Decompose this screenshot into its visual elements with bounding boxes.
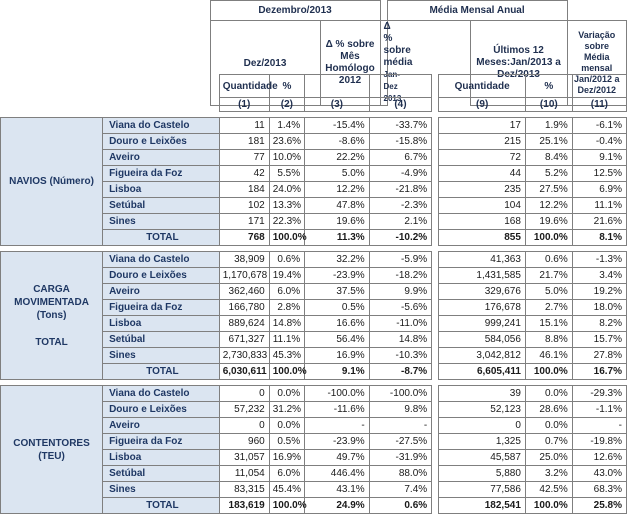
total-q9: 6,605,411 xyxy=(439,364,525,380)
port-name: Setúbal xyxy=(103,466,220,482)
cell-quantity: 102 xyxy=(219,198,269,214)
cell-delta-media: 14.8% xyxy=(369,332,431,348)
gap-cell xyxy=(432,386,439,402)
cell-quantity: 671,327 xyxy=(219,332,269,348)
cell-percent-annual: 28.6% xyxy=(525,402,572,418)
cell-delta-homologo: 446.4% xyxy=(305,466,370,482)
cell-quantity-annual: 329,676 xyxy=(439,284,525,300)
cell-percent-annual: 2.7% xyxy=(525,300,572,316)
cell-quantity-annual: 52,123 xyxy=(439,402,525,418)
cell-variacao: -1.1% xyxy=(572,402,626,418)
cell-variacao: -1.3% xyxy=(572,252,626,268)
cell-quantity-annual: 5,880 xyxy=(439,466,525,482)
port-name: Viana do Castelo xyxy=(103,118,220,134)
cell-quantity: 166,780 xyxy=(219,300,269,316)
header-ultimos: Últimos 12 Meses:Jan/2013 a Dez/2013 xyxy=(470,21,567,106)
header-gap xyxy=(380,1,387,21)
cell-percent-annual: 5.0% xyxy=(525,284,572,300)
cell-delta-homologo: -23.9% xyxy=(305,268,370,284)
cell-percent: 10.0% xyxy=(269,150,304,166)
port-name: Lisboa xyxy=(103,450,220,466)
cell-delta-homologo: -15.4% xyxy=(305,118,370,134)
total-v11: 25.8% xyxy=(572,498,626,514)
header-col11-blank xyxy=(572,75,626,98)
cell-quantity-annual: 584,056 xyxy=(439,332,525,348)
total-v11: 8.1% xyxy=(572,230,626,246)
cell-quantity-annual: 3,042,812 xyxy=(439,348,525,364)
cell-percent-annual: 8.4% xyxy=(525,150,572,166)
cell-percent-annual: 15.1% xyxy=(525,316,572,332)
cell-percent: 13.3% xyxy=(269,198,304,214)
header-col-2: (2) xyxy=(269,98,304,112)
total-d3: 11.3% xyxy=(305,230,370,246)
gap-cell xyxy=(432,466,439,482)
gap-cell xyxy=(432,198,439,214)
total-p: 100.0% xyxy=(269,230,304,246)
cell-percent: 1.4% xyxy=(269,118,304,134)
cell-variacao: 15.7% xyxy=(572,332,626,348)
cell-quantity: 889,624 xyxy=(219,316,269,332)
header-col3-blank xyxy=(305,75,370,98)
cell-quantity-annual: 999,241 xyxy=(439,316,525,332)
cell-delta-homologo: 16.9% xyxy=(305,348,370,364)
cell-percent-annual: 5.2% xyxy=(525,166,572,182)
cell-quantity: 362,460 xyxy=(219,284,269,300)
cell-variacao: - xyxy=(572,418,626,434)
cell-quantity: 171 xyxy=(219,214,269,230)
section-label-text: CARGA MOVIMENTADA (Tons) xyxy=(14,283,89,321)
cell-quantity-annual: 215 xyxy=(439,134,525,150)
cell-delta-homologo: 5.0% xyxy=(305,166,370,182)
cell-percent-annual: 0.0% xyxy=(525,386,572,402)
cell-quantity: 960 xyxy=(219,434,269,450)
port-name: Sines xyxy=(103,348,220,364)
cell-variacao: 21.6% xyxy=(572,214,626,230)
section-label-total: TOTAL xyxy=(35,336,68,348)
cell-quantity: 0 xyxy=(219,418,269,434)
total-d3: 9.1% xyxy=(305,364,370,380)
cell-delta-media: - xyxy=(369,418,431,434)
gap-cell xyxy=(432,450,439,466)
cell-delta-homologo: 22.2% xyxy=(305,150,370,166)
cell-quantity-annual: 1,431,585 xyxy=(439,268,525,284)
section-label xyxy=(1,252,103,380)
cell-delta-media: 9.9% xyxy=(369,284,431,300)
data-table xyxy=(0,74,627,514)
cell-delta-homologo: 56.4% xyxy=(305,332,370,348)
cell-variacao: -19.8% xyxy=(572,434,626,450)
cell-variacao: 18.0% xyxy=(572,300,626,316)
cell-quantity-annual: 235 xyxy=(439,182,525,198)
cell-percent: 23.6% xyxy=(269,134,304,150)
gap-cell xyxy=(432,402,439,418)
cell-percent: 11.1% xyxy=(269,332,304,348)
table-row xyxy=(1,252,627,268)
cell-quantity-annual: 0 xyxy=(439,418,525,434)
gap-cell xyxy=(432,230,439,246)
cell-percent-annual: 21.7% xyxy=(525,268,572,284)
cell-percent: 5.5% xyxy=(269,166,304,182)
cell-delta-homologo: - xyxy=(305,418,370,434)
cell-delta-media: 2.1% xyxy=(369,214,431,230)
cell-delta-media: -5.6% xyxy=(369,300,431,316)
cell-variacao: 27.8% xyxy=(572,348,626,364)
cell-percent: 45.4% xyxy=(269,482,304,498)
cell-variacao: 11.1% xyxy=(572,198,626,214)
port-name: Aveiro xyxy=(103,284,220,300)
header-quantidade-9: Quantidade xyxy=(439,75,525,98)
port-name: Setúbal xyxy=(103,332,220,348)
cell-variacao: 12.5% xyxy=(572,166,626,182)
cell-variacao: 6.9% xyxy=(572,182,626,198)
cell-delta-media: 6.7% xyxy=(369,150,431,166)
cell-quantity: 42 xyxy=(219,166,269,182)
cell-variacao: 3.4% xyxy=(572,268,626,284)
header-quantidade: Quantidade xyxy=(219,75,269,98)
cell-delta-homologo: -23.9% xyxy=(305,434,370,450)
total-label: TOTAL xyxy=(103,230,220,246)
cell-variacao: -0.4% xyxy=(572,134,626,150)
cell-variacao: 9.1% xyxy=(572,150,626,166)
gap-cell xyxy=(432,284,439,300)
cell-percent: 0.6% xyxy=(269,252,304,268)
section-label-text: NAVIOS (Número) xyxy=(9,176,94,187)
total-d4: -10.2% xyxy=(369,230,431,246)
cell-delta-homologo: 32.2% xyxy=(305,252,370,268)
cell-quantity-annual: 1,325 xyxy=(439,434,525,450)
total-d3: 24.9% xyxy=(305,498,370,514)
cell-percent: 24.0% xyxy=(269,182,304,198)
header-delta-media-sub: Jan-Dez 2013 xyxy=(383,70,402,103)
header-col4-blank xyxy=(369,75,431,98)
cell-percent: 31.2% xyxy=(269,402,304,418)
cell-delta-media: -5.9% xyxy=(369,252,431,268)
cell-percent: 0.5% xyxy=(269,434,304,450)
header-delta-media-label: Δ % sobre média xyxy=(383,21,413,68)
header-pct-10: % xyxy=(525,75,572,98)
total-p: 100.0% xyxy=(269,364,304,380)
cell-delta-media: -33.7% xyxy=(369,118,431,134)
table-row xyxy=(1,386,627,402)
cell-percent: 6.0% xyxy=(269,466,304,482)
header-blank-3 xyxy=(1,75,220,98)
gap-cell xyxy=(432,348,439,364)
total-q: 6,030,611 xyxy=(219,364,269,380)
cell-delta-homologo: 19.6% xyxy=(305,214,370,230)
header-media: Média Mensal Anual xyxy=(387,1,567,21)
cell-delta-media: 9.8% xyxy=(369,402,431,418)
cell-percent: 2.8% xyxy=(269,300,304,316)
port-name: Setúbal xyxy=(103,198,220,214)
total-p10: 100.0% xyxy=(525,364,572,380)
total-p: 100.0% xyxy=(269,498,304,514)
cell-quantity: 181 xyxy=(219,134,269,150)
total-d4: -8.7% xyxy=(369,364,431,380)
cell-quantity-annual: 17 xyxy=(439,118,525,134)
cell-percent-annual: 19.6% xyxy=(525,214,572,230)
cell-percent-annual: 27.5% xyxy=(525,182,572,198)
cell-delta-media: -31.9% xyxy=(369,450,431,466)
cell-delta-media: -15.8% xyxy=(369,134,431,150)
cell-percent-annual: 46.1% xyxy=(525,348,572,364)
section-label-text: CONTENTORES (TEU) xyxy=(13,437,90,462)
cell-delta-media: -27.5% xyxy=(369,434,431,450)
port-name: Douro e Leixões xyxy=(103,134,220,150)
cell-variacao: 19.2% xyxy=(572,284,626,300)
cell-variacao: 68.3% xyxy=(572,482,626,498)
cell-variacao: 8.2% xyxy=(572,316,626,332)
gap-cell xyxy=(432,214,439,230)
cell-percent: 6.0% xyxy=(269,284,304,300)
cell-delta-media: 7.4% xyxy=(369,482,431,498)
header-dezembro: Dezembro/2013 xyxy=(210,1,380,21)
cell-percent: 0.0% xyxy=(269,418,304,434)
port-name: Aveiro xyxy=(103,150,220,166)
cell-quantity: 83,315 xyxy=(219,482,269,498)
gap-cell xyxy=(432,150,439,166)
cell-quantity: 2,730,833 xyxy=(219,348,269,364)
cell-percent: 22.3% xyxy=(269,214,304,230)
port-name: Aveiro xyxy=(103,418,220,434)
cell-delta-media: -4.9% xyxy=(369,166,431,182)
port-name: Lisboa xyxy=(103,316,220,332)
cell-delta-media: -21.8% xyxy=(369,182,431,198)
port-name: Douro e Leixões xyxy=(103,402,220,418)
cell-percent: 0.0% xyxy=(269,386,304,402)
port-name: Douro e Leixões xyxy=(103,268,220,284)
header-gap-4 xyxy=(432,98,439,112)
port-name: Viana do Castelo xyxy=(103,252,220,268)
section-label xyxy=(1,118,103,246)
cell-quantity-annual: 41,363 xyxy=(439,252,525,268)
cell-quantity-annual: 45,587 xyxy=(439,450,525,466)
header-col-1: (1) xyxy=(219,98,269,112)
header-col-9: (9) xyxy=(439,98,525,112)
cell-quantity-annual: 168 xyxy=(439,214,525,230)
cell-delta-media: -10.3% xyxy=(369,348,431,364)
cell-quantity-annual: 72 xyxy=(439,150,525,166)
cell-delta-homologo: 12.2% xyxy=(305,182,370,198)
cell-quantity: 77 xyxy=(219,150,269,166)
cell-percent: 16.9% xyxy=(269,450,304,466)
gap-cell xyxy=(432,498,439,514)
cell-delta-media: -2.3% xyxy=(369,198,431,214)
gap-cell xyxy=(432,482,439,498)
cell-delta-homologo: 49.7% xyxy=(305,450,370,466)
cell-percent-annual: 0.0% xyxy=(525,418,572,434)
cell-delta-media: -11.0% xyxy=(369,316,431,332)
cell-delta-media: -100.0% xyxy=(369,386,431,402)
total-p10: 100.0% xyxy=(525,230,572,246)
port-name: Viana do Castelo xyxy=(103,386,220,402)
header-col-11: (11) xyxy=(572,98,626,112)
cell-delta-media: 88.0% xyxy=(369,466,431,482)
gap-cell xyxy=(432,316,439,332)
cell-quantity: 11 xyxy=(219,118,269,134)
cell-delta-homologo: -11.6% xyxy=(305,402,370,418)
cell-delta-homologo: -100.0% xyxy=(305,386,370,402)
gap-cell xyxy=(432,134,439,150)
header-col-4: (4) xyxy=(369,98,431,112)
gap-cell xyxy=(432,118,439,134)
header-blank-4 xyxy=(1,98,220,112)
cell-quantity: 57,232 xyxy=(219,402,269,418)
gap-cell xyxy=(432,252,439,268)
header-gap-3 xyxy=(432,75,439,98)
cell-delta-homologo: 0.5% xyxy=(305,300,370,316)
cell-percent-annual: 0.6% xyxy=(525,252,572,268)
cell-percent-annual: 1.9% xyxy=(525,118,572,134)
port-name: Figueira da Foz xyxy=(103,166,220,182)
gap-cell xyxy=(432,364,439,380)
cell-quantity: 1,170,678 xyxy=(219,268,269,284)
total-d4: 0.6% xyxy=(369,498,431,514)
cell-percent-annual: 42.5% xyxy=(525,482,572,498)
table-row xyxy=(1,118,627,134)
cell-variacao: -29.3% xyxy=(572,386,626,402)
gap-cell xyxy=(432,434,439,450)
cell-quantity: 11,054 xyxy=(219,466,269,482)
header-delta-homologo: Δ % sobre Mês Homólogo 2012 xyxy=(320,21,380,106)
gap-cell xyxy=(432,418,439,434)
cell-quantity: 31,057 xyxy=(219,450,269,466)
port-name: Sines xyxy=(103,214,220,230)
cell-percent-annual: 8.8% xyxy=(525,332,572,348)
cell-quantity-annual: 77,586 xyxy=(439,482,525,498)
total-label: TOTAL xyxy=(103,364,220,380)
cell-percent-annual: 3.2% xyxy=(525,466,572,482)
port-name: Figueira da Foz xyxy=(103,434,220,450)
cell-percent: 19.4% xyxy=(269,268,304,284)
cell-quantity-annual: 44 xyxy=(439,166,525,182)
gap-cell xyxy=(432,332,439,348)
cell-percent-annual: 25.1% xyxy=(525,134,572,150)
section-label xyxy=(1,386,103,514)
cell-percent: 14.8% xyxy=(269,316,304,332)
header-row xyxy=(1,75,627,98)
total-q: 768 xyxy=(219,230,269,246)
cell-percent: 45.3% xyxy=(269,348,304,364)
total-q9: 855 xyxy=(439,230,525,246)
header-dez2013: Dez/2013 xyxy=(210,21,320,106)
cell-quantity-annual: 104 xyxy=(439,198,525,214)
total-q9: 182,541 xyxy=(439,498,525,514)
gap-cell xyxy=(432,182,439,198)
cell-quantity: 184 xyxy=(219,182,269,198)
header-row xyxy=(1,98,627,112)
gap-cell xyxy=(432,268,439,284)
cell-percent-annual: 0.7% xyxy=(525,434,572,450)
total-label: TOTAL xyxy=(103,498,220,514)
cell-variacao: 12.6% xyxy=(572,450,626,466)
cell-quantity: 0 xyxy=(219,386,269,402)
cell-quantity: 38,909 xyxy=(219,252,269,268)
cell-delta-homologo: 43.1% xyxy=(305,482,370,498)
gap-cell xyxy=(432,300,439,316)
cell-quantity-annual: 176,678 xyxy=(439,300,525,316)
header-variacao: Variação sobre Média mensal Jan/2012 a Dez/2012 xyxy=(567,21,626,106)
port-name: Lisboa xyxy=(103,182,220,198)
header-blank xyxy=(0,1,210,21)
cell-quantity-annual: 39 xyxy=(439,386,525,402)
port-name: Figueira da Foz xyxy=(103,300,220,316)
gap-cell xyxy=(432,166,439,182)
header-pct: % xyxy=(269,75,304,98)
total-v11: 16.7% xyxy=(572,364,626,380)
port-name: Sines xyxy=(103,482,220,498)
cell-percent-annual: 12.2% xyxy=(525,198,572,214)
cell-variacao: -6.1% xyxy=(572,118,626,134)
header-col-10: (10) xyxy=(525,98,572,112)
cell-variacao: 43.0% xyxy=(572,466,626,482)
cell-delta-media: -18.2% xyxy=(369,268,431,284)
header-col-3: (3) xyxy=(305,98,370,112)
total-q: 183,619 xyxy=(219,498,269,514)
cell-delta-homologo: 37.5% xyxy=(305,284,370,300)
total-p10: 100.0% xyxy=(525,498,572,514)
cell-delta-homologo: -8.6% xyxy=(305,134,370,150)
cell-delta-homologo: 16.6% xyxy=(305,316,370,332)
cell-percent-annual: 25.0% xyxy=(525,450,572,466)
cell-delta-homologo: 47.8% xyxy=(305,198,370,214)
